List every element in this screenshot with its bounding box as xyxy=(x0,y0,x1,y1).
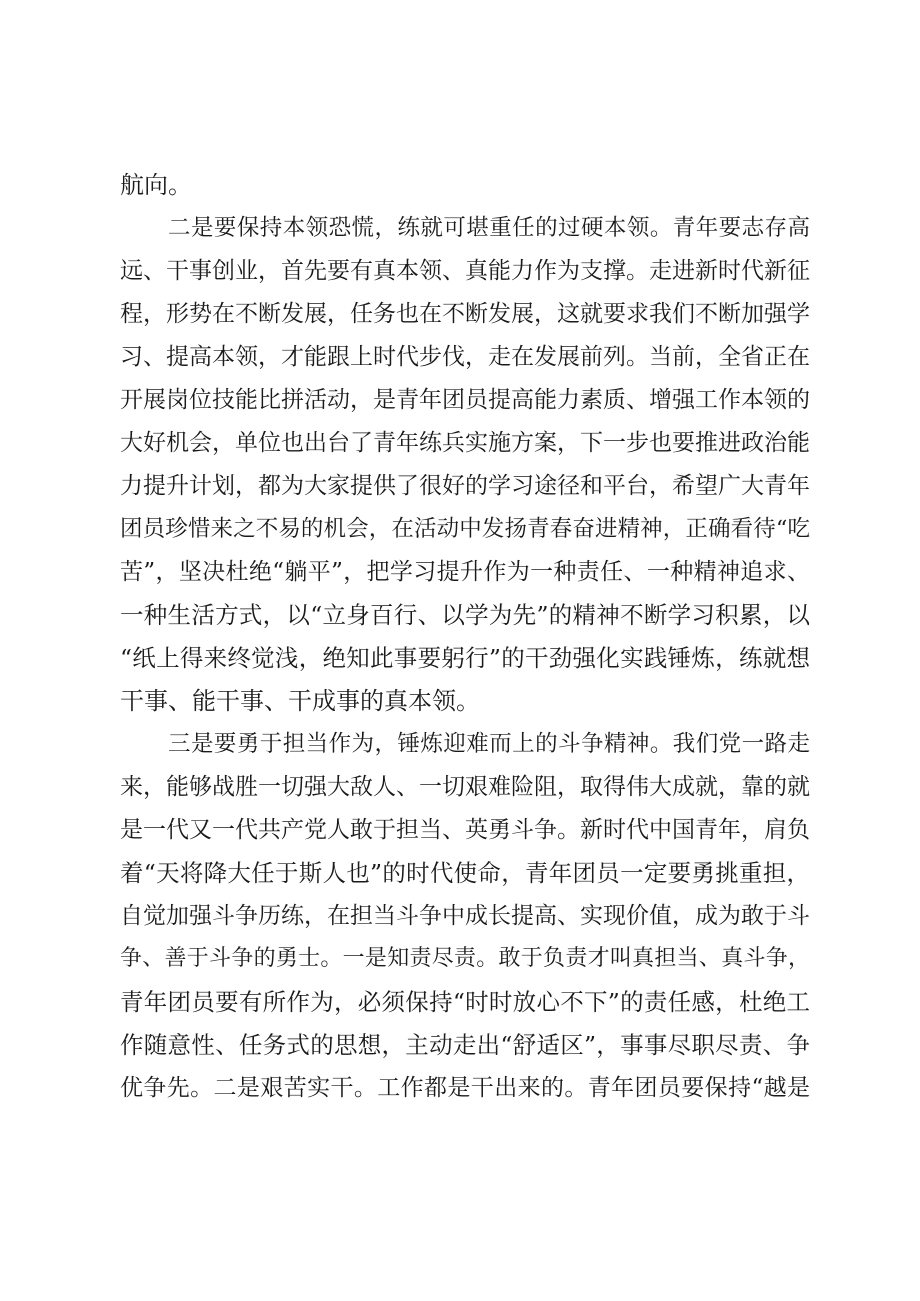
paragraph-line: 力提升计划，都为大家提供了很好的学习途径和平台，希望广大青年 xyxy=(120,473,810,499)
paragraph-line: 二是要保持本领恐慌，练就可堪重任的过硬本领。青年要志存高 xyxy=(168,215,810,241)
paragraph-line: 程，形势在不断发展，任务也在不断发展，这就要求我们不断加强学 xyxy=(120,301,810,327)
paragraph-line: 大好机会，单位也出台了青年练兵实施方案，下一步也要推进政治能 xyxy=(120,430,810,456)
paragraph-line: 作随意性、任务式的思想，主动走出“舒适区”，事事尽职尽责、争 xyxy=(120,1031,810,1059)
paragraph-line: 来，能够战胜一切强大敌人、一切艰难险阻，取得伟大成就，靠的就 xyxy=(120,774,810,800)
paragraph-line: 习、提高本领，才能跟上时代步伐，走在发展前列。当前，全省正在 xyxy=(120,344,810,370)
paragraph-line: 争、善于斗争的勇士。一是知责尽责。敢于负责才叫真担当、真斗争， xyxy=(120,946,810,971)
paragraph-line: 开展岗位技能比拼活动，是青年团员提高能力素质、增强工作本领的 xyxy=(120,387,810,413)
paragraph-line: 干事、能干事、干成事的真本领。 xyxy=(120,687,480,715)
paragraph-line: 苦”，坚决杜绝“躺平”，把学习提升作为一种责任、一种精神追求、 xyxy=(120,559,810,585)
paragraph-line: 优争先。二是艰苦实干。工作都是干出来的。青年团员要保持“越是 xyxy=(120,1075,810,1101)
paragraph-line: 青年团员要有所作为，必须保持“时时放心不下”的责任感，杜绝工 xyxy=(120,988,810,1016)
paragraph-line: 航向。 xyxy=(120,171,192,199)
paragraph-line: 一种生活方式，以“立身百行、以学为先”的精神不断学习积累，以 xyxy=(120,601,810,629)
paragraph-line: 三是要勇于担当作为，锤炼迎难而上的斗争精神。我们党一路走 xyxy=(168,731,810,757)
paragraph-line: 团员珍惜来之不易的机会，在活动中发扬青春奋进精神，正确看待“吃 xyxy=(120,516,810,542)
paragraph-line: 是一代又一代共产党人敢于担当、英勇斗争。新时代中国青年，肩负 xyxy=(120,817,810,843)
paragraph-line: 远、干事创业，首先要有真本领、真能力作为支撑。走进新时代新征 xyxy=(120,258,810,284)
paragraph-line: “纸上得来终觉浅，绝知此事要躬行”的干劲强化实践锤炼，练就想 xyxy=(120,644,810,672)
paragraph-line: 着“天将降大任于斯人也”的时代使命，青年团员一定要勇挑重担， xyxy=(120,859,810,887)
paragraph-line: 自觉加强斗争历练，在担当斗争中成长提高、实现价值，成为敢于斗 xyxy=(120,903,810,929)
